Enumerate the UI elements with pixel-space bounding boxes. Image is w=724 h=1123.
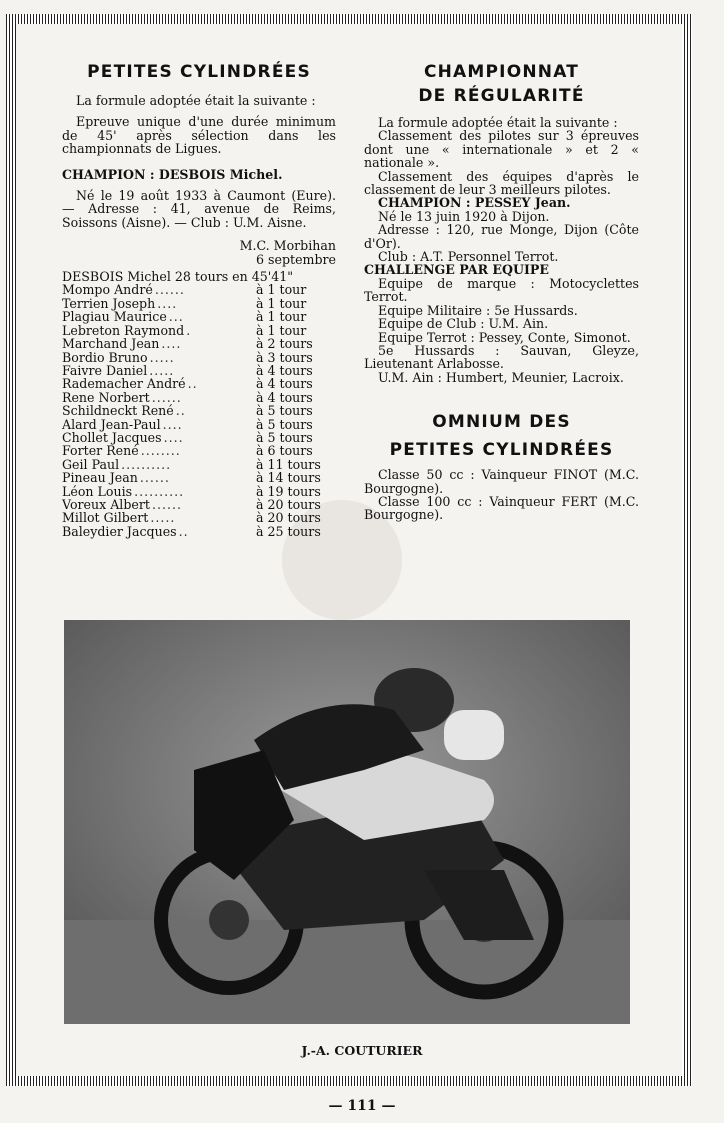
left-date: 6 septembre [256,251,336,267]
result-row [62,337,336,350]
left-winner-line: DESBOIS Michel 28 tours en 45'41" [62,269,294,285]
result-row [62,324,336,337]
result-gap: à 20 tours [256,510,321,526]
right-p2: Classement des équipes d'après le classement de leur 3 meilleurs pilotes. [364,168,639,198]
result-gap: à 5 tours [256,429,313,445]
result-gap: à 4 tours [256,362,313,378]
result-gap: à 1 tour [256,282,307,298]
result-dots: .... [161,337,182,351]
result-name: Bordio Bruno [62,349,148,365]
right-club: Club : A.T. Personnel Terrot. [378,249,559,265]
result-name: Rademacher André [62,376,186,392]
right-champion: CHAMPION : PESSEY Jean. [378,195,571,211]
result-name: Marchand Jean [62,336,160,352]
result-gap: à 25 tours [256,523,321,539]
section-title-championnat: CHAMPIONNAT [423,62,580,82]
result-gap: à 4 tours [256,389,313,405]
section-title-petites-cylindrees: PETITES CYLINDRÉES [87,62,311,82]
section-title-regularite: DE RÉGULARITÉ [418,86,585,106]
result-dots: ...... [154,283,185,297]
left-champion: CHAMPION : DESBOIS Michel. [62,166,283,182]
right-marque: Equipe de marque : Motocyclettes Terrot. [364,275,639,305]
result-gap: à 5 tours [256,403,313,419]
result-name: Rene Norbert [62,389,150,405]
result-row [62,351,336,364]
result-name: Faivre Daniel [62,362,148,378]
result-dots: ..... [149,363,175,378]
result-dots: .. [178,524,189,539]
right-address: Adresse : 120, rue Monge, Dijon (Côte d'Or). [364,222,639,251]
result-row [62,444,336,457]
result-gap: à 1 tour [256,295,307,311]
result-row [62,418,336,431]
result-dots: ...... [151,497,182,512]
result-gap: à 6 tours [256,443,313,459]
right-club-team: Equipe de Club : U.M. Ain. [378,316,549,332]
result-dots: . [186,323,192,338]
result-row [62,498,336,511]
right-column [364,60,639,522]
result-gap: à 5 tours [256,416,313,432]
right-class-100: Classe 100 cc : Vainqueur FERT (M.C. Bourgogne). [364,493,639,523]
result-gap: à 20 tours [256,496,321,512]
left-intro: La formule adoptée était la suivante : [76,93,316,108]
result-name: Alard Jean-Paul [62,416,161,432]
result-name: Forter René [62,443,139,459]
right-challenge: CHALLENGE PAR EQUIPE [364,262,549,278]
left-column [62,60,336,538]
result-gap: à 2 tours [256,336,313,352]
result-gap: à 1 tour [256,309,307,325]
result-name: Millot Gilbert [62,510,149,526]
result-row [62,310,336,323]
result-gap: à 3 tours [256,349,313,365]
right-p1: Classement des pilotes sur 3 épreuves dont une « internationale » et 2 « nationale ». [364,128,639,171]
result-name: Léon Louis [62,483,133,499]
left-format: Epreuve unique d'une durée minimum de 45' après sélection dans les championnats de Ligues. [62,114,336,157]
motorcycle-illustration [64,620,630,1024]
result-name: Pineau Jean [62,470,138,486]
result-row [62,377,336,390]
result-row [62,511,336,524]
result-name: Voreux Albert [62,496,150,512]
result-name: Terrien Joseph [62,295,156,311]
results-list [62,283,336,538]
result-gap: à 4 tours [256,376,313,392]
right-terrot: Equipe Terrot : Pessey, Conte, Simonot. [378,329,631,345]
result-dots: .... [157,296,178,311]
page-number: — 111 — [328,1098,396,1114]
right-militaire: Equipe Militaire : 5e Hussards. [378,302,578,318]
motorcycle-photo [64,620,630,1024]
result-dots: ........ [140,444,181,458]
section-title-omnium: OMNIUM DES [432,412,571,433]
result-dots: ..... [149,350,175,364]
left-venue: M.C. Morbihan [239,238,336,254]
photo-caption: J.-A. COUTURIER [301,1043,423,1058]
result-gap: à 19 tours [256,483,321,499]
result-gap: à 14 tours [256,470,321,486]
result-name: Baleydier Jacques [62,523,177,539]
result-row [62,485,336,498]
result-row [62,297,336,310]
right-class-50: Classe 50 cc : Vainqueur FINOT (M.C. Bourgogne). [364,467,639,496]
result-row [62,471,336,484]
result-name: Mompo André [62,282,153,298]
section-title-omnium-petites: PETITES CYLINDRÉES [389,440,614,461]
right-intro: La formule adoptée était la suivante : [378,115,618,130]
result-name: Geil Paul [62,456,120,472]
result-dots: ... [168,310,184,324]
result-row [62,431,336,444]
result-dots: .... [163,430,184,445]
result-dots: .. [175,404,186,418]
result-dots: .... [162,417,183,431]
result-name: Lebreton Raymond [62,322,185,338]
result-row [62,404,336,417]
left-bio: Né le 19 août 1933 à Caumont (Eure). — Adresse : 41, avenue de Reims, Soissons (Aisne). — Club : U.M. Aisne. [62,188,336,230]
result-row [62,391,336,404]
result-name: Plagiau Maurice [62,309,167,325]
result-gap: à 11 tours [256,456,321,472]
result-row [62,525,336,538]
result-gap: à 1 tour [256,322,307,338]
result-dots: .......... [121,457,172,472]
result-dots: .. [187,377,198,391]
result-dots: .......... [134,484,185,498]
result-row [62,458,336,471]
result-name: Chollet Jacques [62,429,162,445]
result-row [62,364,336,377]
result-row [62,283,336,296]
result-name: Schildneckt René [62,403,174,419]
right-umain: U.M. Ain : Humbert, Meunier, Lacroix. [378,369,624,385]
result-dots: ..... [150,511,176,525]
result-dots: ...... [151,390,182,405]
result-dots: ...... [139,471,170,485]
right-hussards: 5e Hussards : Sauvan, Gleyze, Lieutenant Arlabosse. [364,342,639,372]
right-born: Né le 13 juin 1920 à Dijon. [378,208,550,224]
